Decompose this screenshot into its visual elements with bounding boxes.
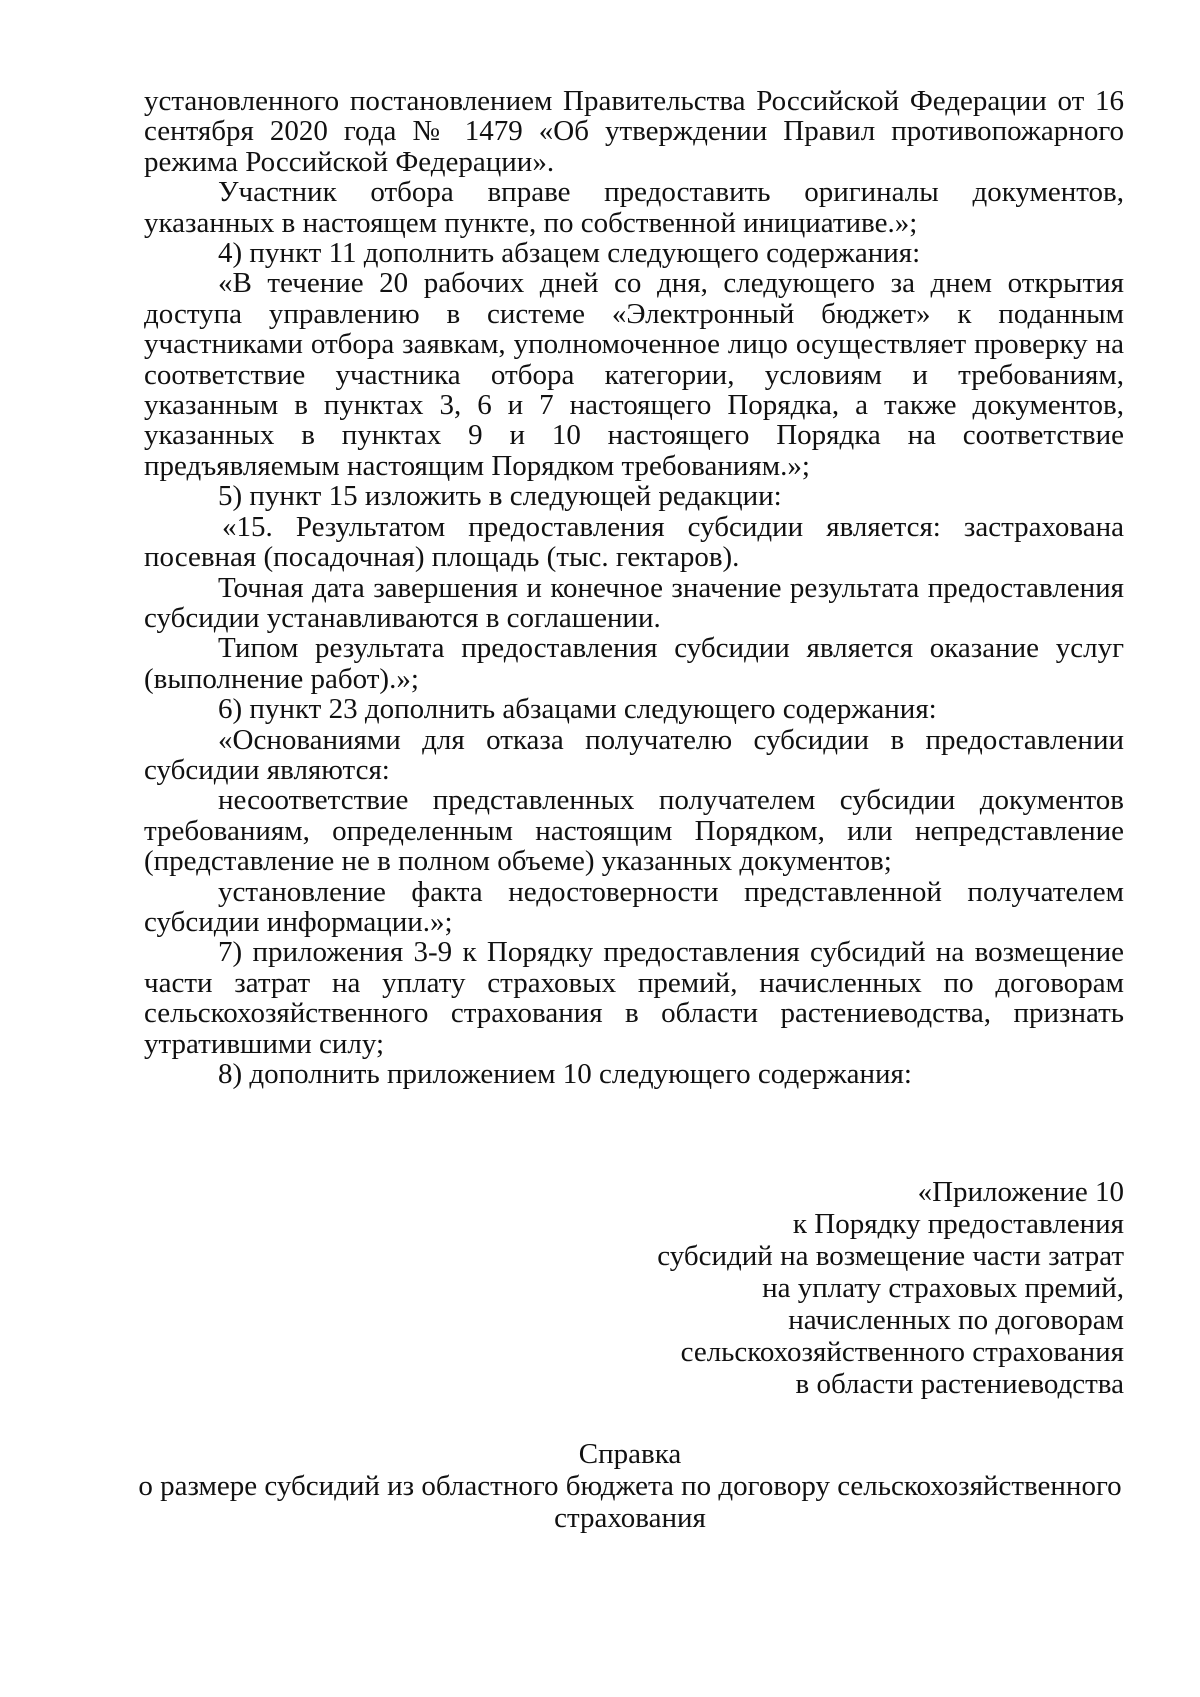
paragraph-continuation: установленного постановлением Правительства Российской Федерации от 16 сентября 2020 года № 1479 «Об утверждении Правил противопожарного режима Российской Федерации». <box>144 85 1124 178</box>
paragraph-check-period: «В течение 20 рабочих дней со дня, следующего за днем открытия доступа управлению в системе «Электронный бюджет» к поданным участниками отбора заявкам, уполномоченное лицо осуществляет проверку на соответствие участника отбора категории, условиям и требованиям, указанным в пунктах 3, 6 и 7 настоящего Порядка, а также документов, указанных в пунктах 9 и 10 настоящего Порядка на соответствие предъявляемым настоящим Порядком требованиям.»; <box>144 267 1124 482</box>
appendix-line: «Приложение 10 <box>917 1176 1124 1208</box>
appendix-line: к Порядку предоставления <box>792 1208 1124 1240</box>
paragraph-originals: Участник отбора вправе предоставить оригиналы документов, указанных в настоящем пункте, по собственной инициативе.»; <box>144 176 1124 239</box>
reference-heading <box>110 1438 1150 1534</box>
paragraph-item-8: 8) дополнить приложением 10 следующего содержания: <box>218 1058 912 1090</box>
paragraph-exact-date: Точная дата завершения и конечное значение результата предоставления субсидии устанавливаются в соглашении. <box>144 571 1124 634</box>
appendix-line: в области растениеводства <box>795 1368 1124 1400</box>
document-body <box>144 86 1124 1089</box>
appendix-line: субсидий на возмещение части затрат <box>657 1240 1124 1272</box>
paragraph-result: «15. Результатом предоставления субсидии является: застрахована посевная (посадочная) площадь (тыс. гектаров). <box>144 510 1124 574</box>
paragraph-result-type: Типом результата предоставления субсидии является оказание услуг (выполнение работ).»; <box>144 632 1124 695</box>
appendix-line: начисленных по договорам <box>788 1304 1124 1336</box>
appendix-line: на уплату страховых премий, <box>762 1272 1124 1304</box>
paragraph-item-6: 6) пункт 23 дополнить абзацами следующего содержания: <box>218 693 937 726</box>
reference-subtitle-line-2: страхования <box>554 1502 706 1534</box>
appendix-header <box>564 1176 1124 1400</box>
paragraph-unreliability: установление факта недостоверности представленной получателем субсидии информации.»; <box>144 875 1124 938</box>
appendix-line: сельскохозяйственного страхования <box>680 1336 1124 1368</box>
paragraph-item-7: 7) приложения 3-9 к Порядку предоставления субсидий на возмещение части затрат на уплату страховых премий, начисленных по договорам сельскохозяйственного страхования в области растениеводства, признать утратившими силу; <box>144 936 1124 1060</box>
paragraph-noncompliance: несоответствие представленных получателем субсидии документов требованиям, определенным настоящим Порядком, или непредставление (представление не в полном объеме) указанных документов; <box>144 784 1124 878</box>
reference-subtitle-line-1: о размере субсидий из областного бюджета по договору сельскохозяйственного <box>138 1470 1122 1502</box>
paragraph-item-4: 4) пункт 11 дополнить абзацем следующего содержания: <box>218 237 921 270</box>
reference-title: Справка <box>578 1438 682 1470</box>
paragraph-refusal-grounds: «Основаниями для отказа получателю субсидии в предоставлении субсидии являются: <box>144 723 1124 786</box>
paragraph-item-5: 5) пункт 15 изложить в следующей редакции: <box>218 480 782 513</box>
